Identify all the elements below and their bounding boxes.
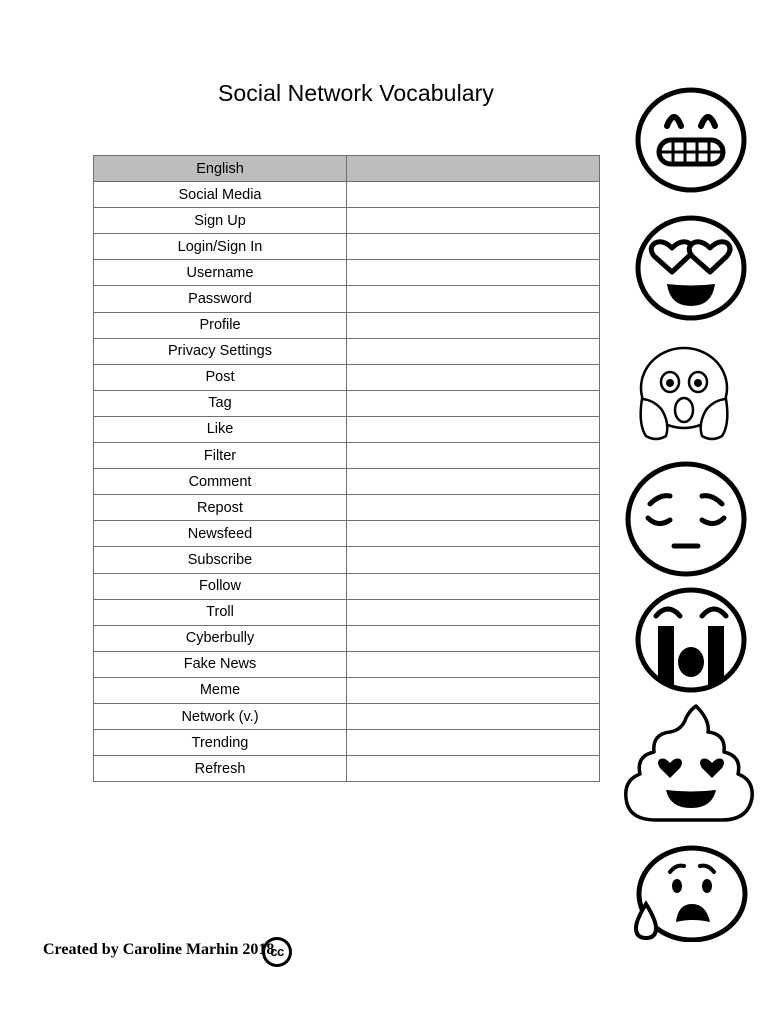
translation-cell bbox=[347, 756, 600, 782]
table-row bbox=[94, 677, 600, 703]
table-row bbox=[94, 286, 600, 312]
translation-cell bbox=[347, 312, 600, 338]
english-term: Subscribe bbox=[94, 547, 347, 573]
translation-cell bbox=[347, 730, 600, 756]
english-term: Privacy Settings bbox=[94, 338, 347, 364]
translation-cell bbox=[347, 260, 600, 286]
table-row bbox=[94, 756, 600, 782]
english-term: Refresh bbox=[94, 756, 347, 782]
english-term: Repost bbox=[94, 495, 347, 521]
english-term: Fake News bbox=[94, 651, 347, 677]
column-header-translation bbox=[347, 156, 600, 182]
english-term: Profile bbox=[94, 312, 347, 338]
table-row bbox=[94, 651, 600, 677]
translation-cell bbox=[347, 703, 600, 729]
english-term: Meme bbox=[94, 677, 347, 703]
table-header-row bbox=[94, 156, 600, 182]
screaming-face-icon bbox=[636, 344, 732, 442]
translation-cell bbox=[347, 338, 600, 364]
table-row bbox=[94, 573, 600, 599]
table-row bbox=[94, 260, 600, 286]
english-term: Tag bbox=[94, 390, 347, 416]
table-row bbox=[94, 390, 600, 416]
table-row bbox=[94, 338, 600, 364]
translation-cell bbox=[347, 573, 600, 599]
english-term: Password bbox=[94, 286, 347, 312]
translation-cell bbox=[347, 286, 600, 312]
english-term: Trending bbox=[94, 730, 347, 756]
table-row bbox=[94, 208, 600, 234]
table-row bbox=[94, 599, 600, 625]
translation-cell bbox=[347, 599, 600, 625]
english-term: Post bbox=[94, 364, 347, 390]
english-term: Cyberbully bbox=[94, 625, 347, 651]
english-term: Filter bbox=[94, 443, 347, 469]
table-row bbox=[94, 416, 600, 442]
translation-cell bbox=[347, 234, 600, 260]
translation-cell bbox=[347, 469, 600, 495]
translation-cell bbox=[347, 208, 600, 234]
english-term: Login/Sign In bbox=[94, 234, 347, 260]
translation-cell bbox=[347, 651, 600, 677]
english-term: Social Media bbox=[94, 182, 347, 208]
english-term: Newsfeed bbox=[94, 521, 347, 547]
english-term: Comment bbox=[94, 469, 347, 495]
heart-eyes-face-icon bbox=[634, 214, 748, 322]
column-header-english: English bbox=[94, 156, 347, 182]
table-row bbox=[94, 364, 600, 390]
english-term: Troll bbox=[94, 599, 347, 625]
table-row bbox=[94, 547, 600, 573]
translation-cell bbox=[347, 182, 600, 208]
english-term: Follow bbox=[94, 573, 347, 599]
creator-credit: Created by Caroline Marhin 2018 bbox=[43, 941, 275, 958]
translation-cell bbox=[347, 390, 600, 416]
cc-license-badge: cc bbox=[262, 937, 292, 967]
table-row bbox=[94, 521, 600, 547]
translation-cell bbox=[347, 495, 600, 521]
table-row bbox=[94, 495, 600, 521]
table-row bbox=[94, 625, 600, 651]
english-term: Network (v.) bbox=[94, 703, 347, 729]
table-row bbox=[94, 312, 600, 338]
translation-cell bbox=[347, 625, 600, 651]
page-title: Social Network Vocabulary bbox=[217, 80, 495, 106]
translation-cell bbox=[347, 364, 600, 390]
translation-cell bbox=[347, 547, 600, 573]
sad-sweat-face-icon bbox=[630, 842, 750, 942]
table-row bbox=[94, 234, 600, 260]
english-term: Sign Up bbox=[94, 208, 347, 234]
english-term: Like bbox=[94, 416, 347, 442]
table-row bbox=[94, 182, 600, 208]
table-row bbox=[94, 443, 600, 469]
table-row bbox=[94, 703, 600, 729]
table-row bbox=[94, 469, 600, 495]
crying-face-icon bbox=[634, 586, 748, 694]
english-term: Username bbox=[94, 260, 347, 286]
table-row bbox=[94, 730, 600, 756]
heart-eyes-poop-icon bbox=[622, 702, 756, 824]
translation-cell bbox=[347, 677, 600, 703]
translation-cell bbox=[347, 443, 600, 469]
pensive-face-icon bbox=[624, 460, 748, 578]
translation-cell bbox=[347, 416, 600, 442]
grimacing-face-icon bbox=[634, 86, 748, 194]
vocabulary-table bbox=[93, 155, 600, 782]
translation-cell bbox=[347, 521, 600, 547]
